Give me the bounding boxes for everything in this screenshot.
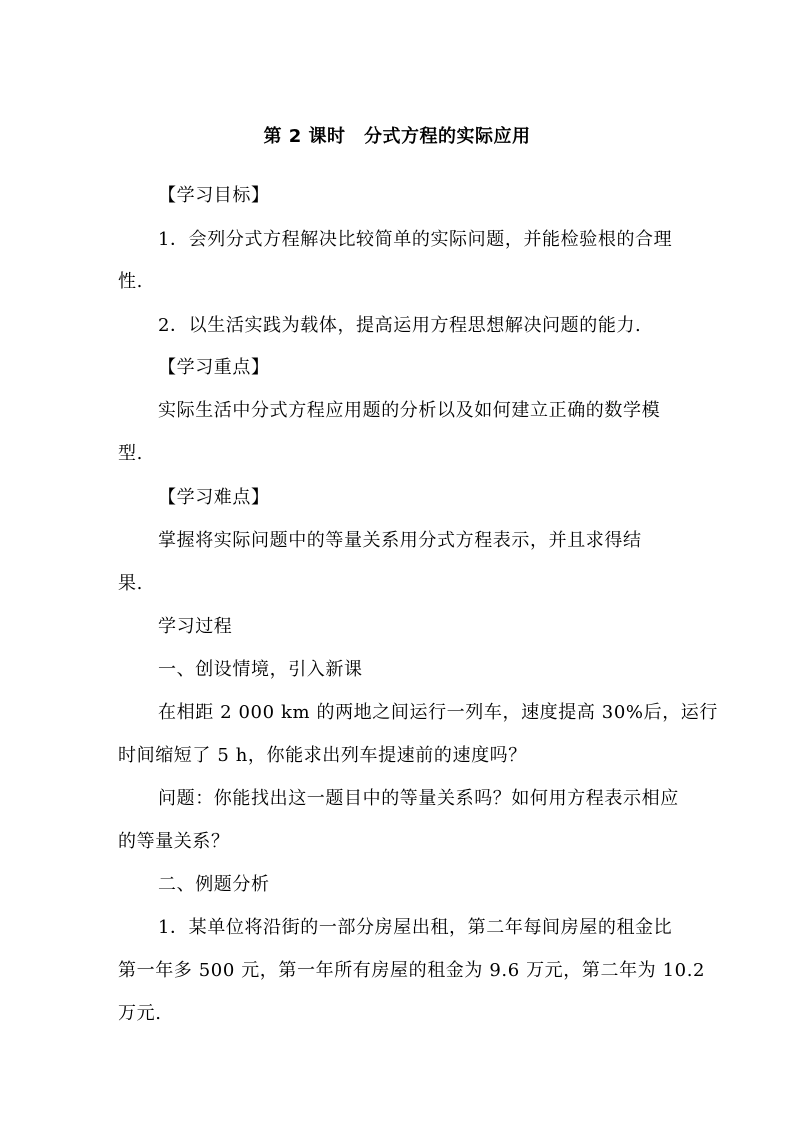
subsection-heading-intro: 一、创设情境，引入新课	[158, 659, 363, 680]
key-points-line-2: 型.	[118, 443, 143, 464]
question-line-1: 问题：你能找出这一题目中的等量关系吗？如何用方程表示相应	[158, 788, 679, 809]
section-heading-process: 学习过程	[158, 616, 233, 637]
intro-paragraph-line-2: 时间缩短了 5 h，你能求出列车提速前的速度吗？	[118, 745, 527, 766]
objective-1-line-1: 1．会列分式方程解决比较简单的实际问题，并能检验根的合理	[158, 229, 673, 250]
example-1-line-2: 第一年多 500 元，第一年所有房屋的租金为 9.6 万元，第二年为 10.2	[118, 960, 706, 981]
subsection-heading-examples: 二、例题分析	[158, 874, 270, 895]
key-points-line-1: 实际生活中分式方程应用题的分析以及如何建立正确的数学模	[158, 400, 661, 421]
section-heading-key-points: 【学习重点】	[158, 357, 270, 378]
section-heading-difficulties: 【学习难点】	[158, 487, 270, 508]
objective-2: 2．以生活实践为载体，提高运用方程思想解决问题的能力.	[158, 315, 642, 336]
example-1-line-1: 1．某单位将沿街的一部分房屋出租，第二年每间房屋的租金比	[158, 917, 673, 938]
page-title: 第 2 课时 分式方程的实际应用	[263, 126, 531, 147]
difficulties-line-1: 掌握将实际问题中的等量关系用分式方程表示，并且求得结	[158, 530, 642, 551]
example-1-line-3: 万元.	[118, 1003, 162, 1024]
section-heading-objectives: 【学习目标】	[158, 185, 270, 206]
difficulties-line-2: 果.	[118, 573, 143, 594]
intro-paragraph-line-1: 在相距 2 000 km 的两地之间运行一列车，速度提高 30%后，运行	[158, 702, 718, 723]
objective-1-line-2: 性.	[118, 271, 143, 292]
question-line-2: 的等量关系？	[118, 831, 230, 852]
